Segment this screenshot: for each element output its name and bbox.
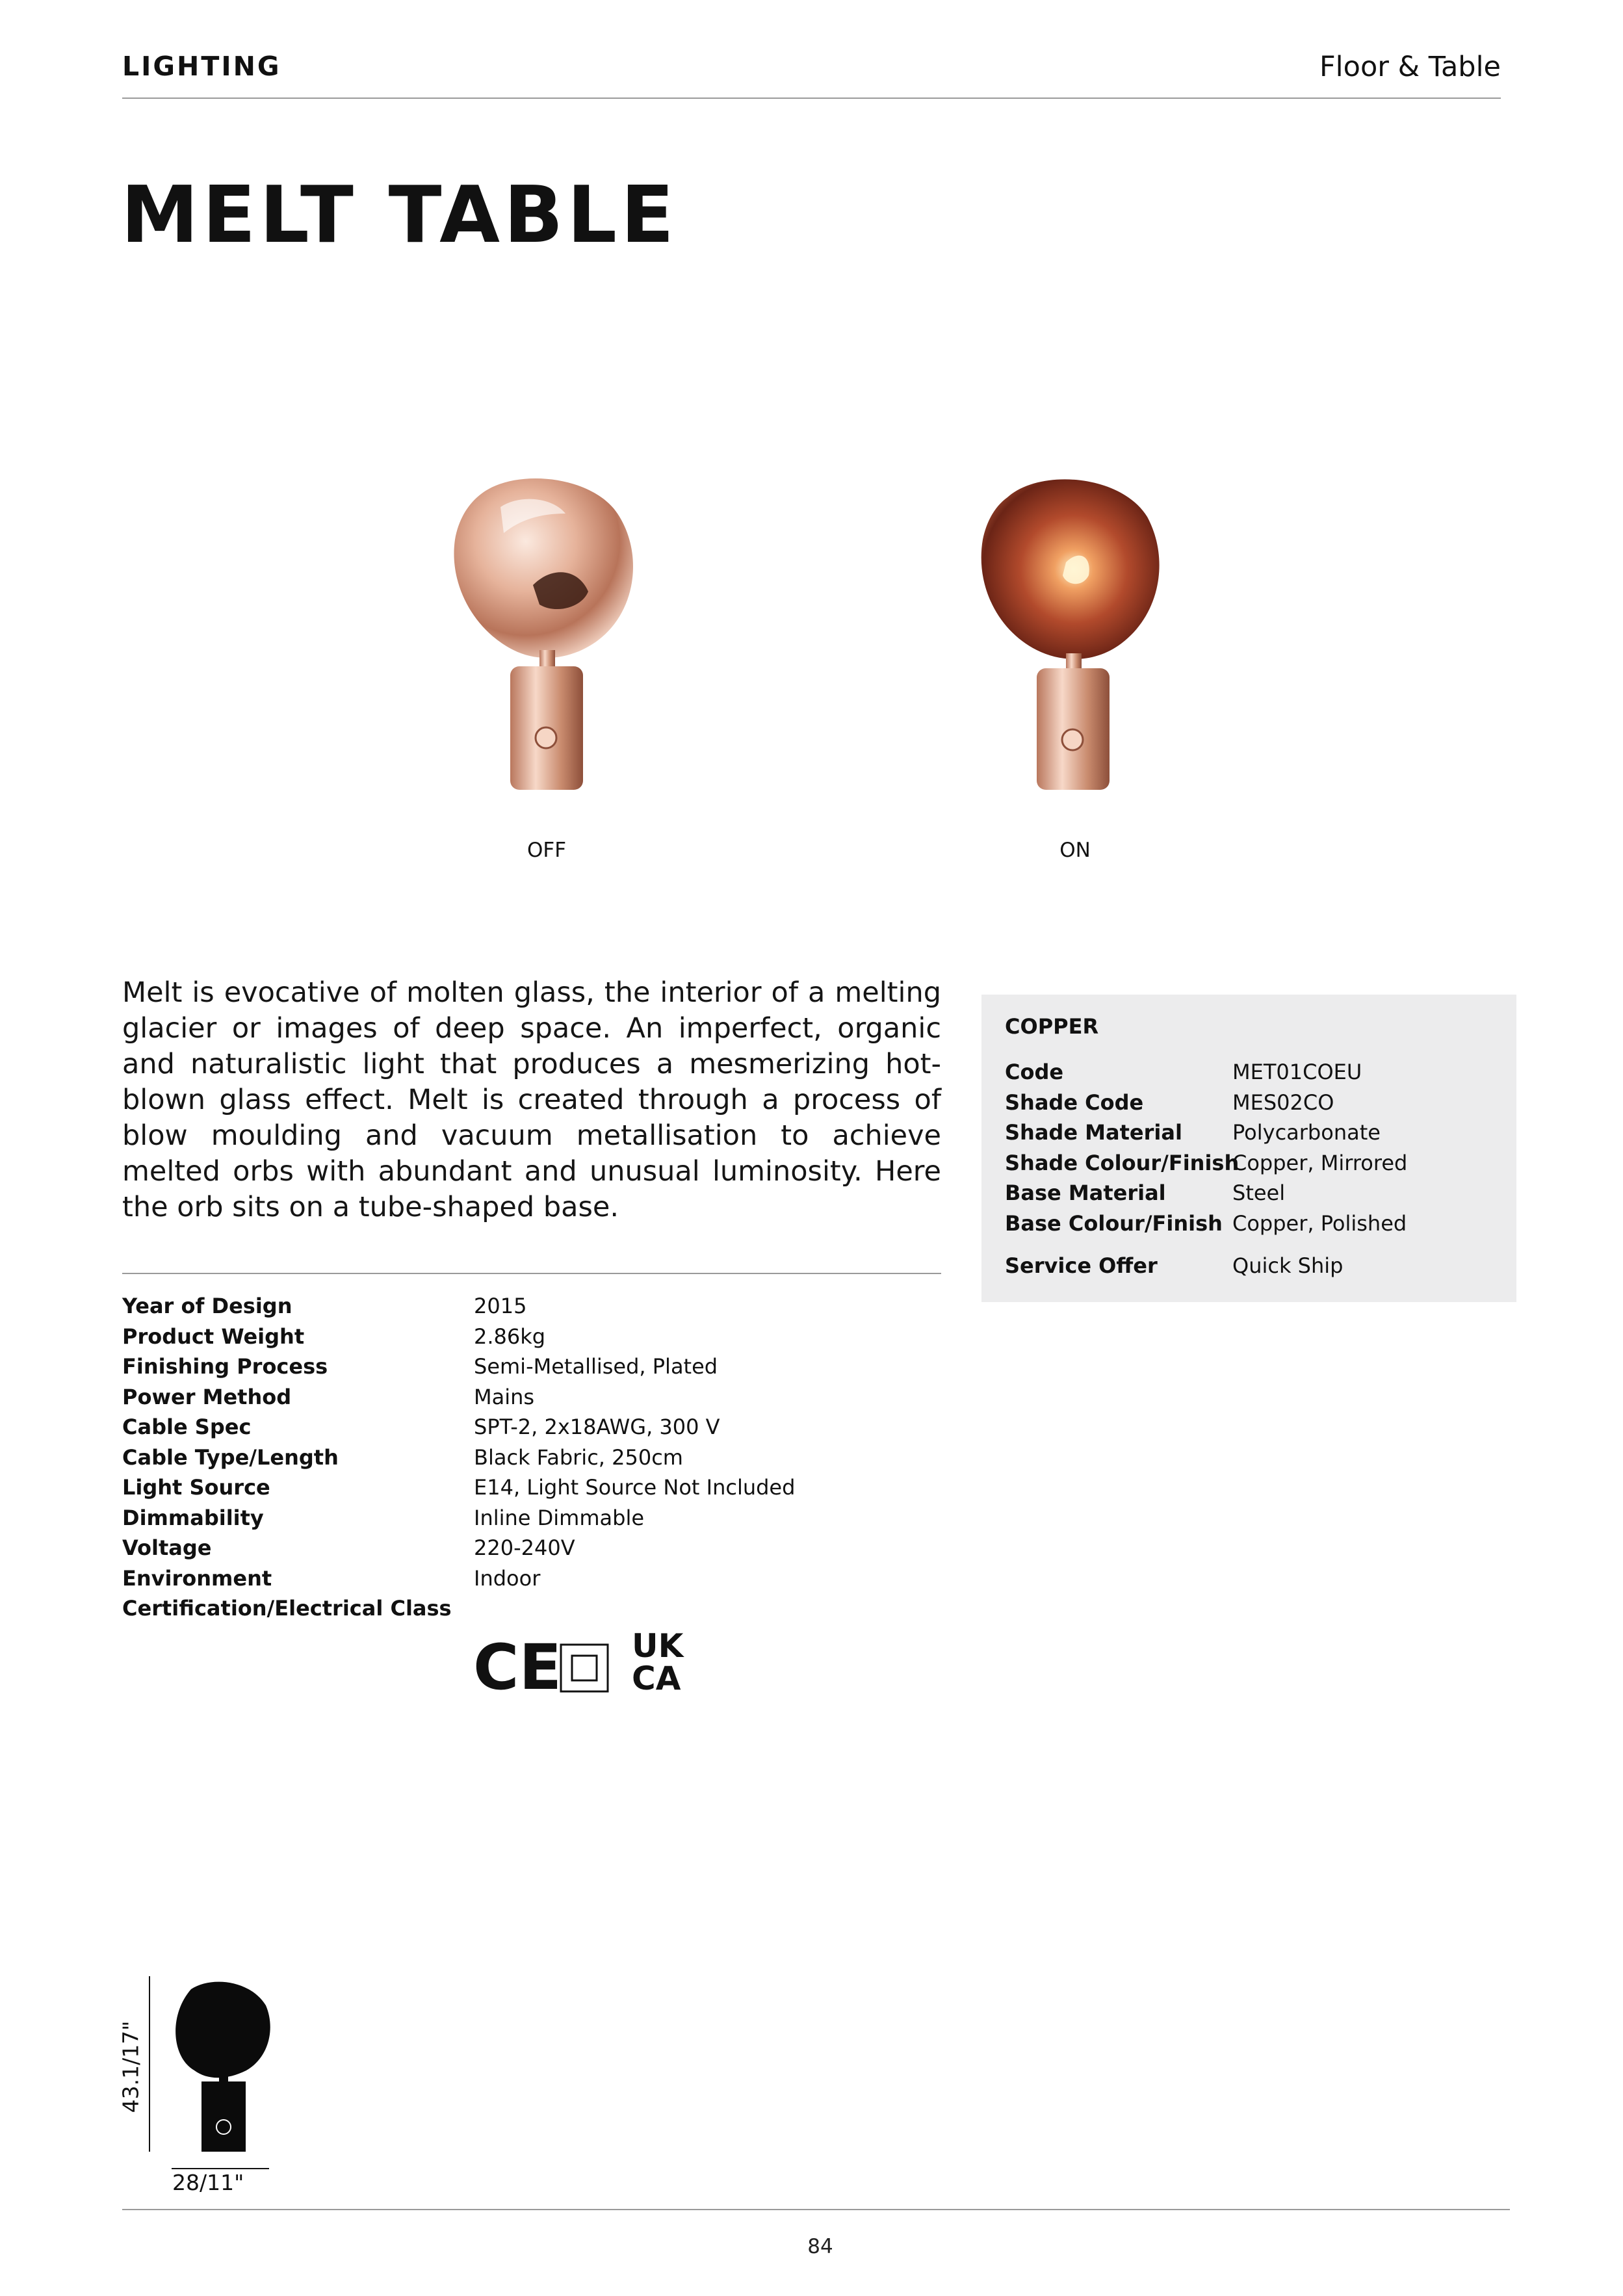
- category-label: Floor & Table: [1319, 51, 1501, 83]
- lamp-on-photo: [968, 468, 1176, 806]
- spec-label: Dimmability: [122, 1505, 264, 1530]
- variant-label: Shade Colour/Finish: [1005, 1150, 1240, 1175]
- spec-value: Mains: [474, 1384, 535, 1409]
- spec-value: Inline Dimmable: [474, 1505, 645, 1530]
- footer-divider: [122, 2209, 1510, 2210]
- spec-label: Product Weight: [122, 1324, 305, 1349]
- dimension-drawing-icon: [146, 1976, 289, 2171]
- spec-label: Cable Type/Length: [122, 1444, 339, 1470]
- variant-label: Shade Material: [1005, 1120, 1182, 1145]
- section-label: LIGHTING: [122, 51, 281, 82]
- spec-value: 2.86kg: [474, 1324, 546, 1349]
- variant-value: MES02CO: [1232, 1089, 1334, 1115]
- service-offer-value: Quick Ship: [1232, 1253, 1344, 1278]
- spec-value: 220-240V: [474, 1535, 575, 1560]
- ce-mark-text: CE: [473, 1631, 562, 1704]
- spec-label: Certification/Electrical Class: [122, 1596, 452, 1621]
- spec-label: Power Method: [122, 1384, 292, 1409]
- variant-name: COPPER: [1005, 1014, 1099, 1039]
- spec-label: Finishing Process: [122, 1354, 328, 1379]
- variant-value: Copper, Polished: [1232, 1210, 1407, 1236]
- class-ii-icon: [559, 1643, 610, 1693]
- variant-value: Copper, Mirrored: [1232, 1150, 1408, 1175]
- spec-divider: [122, 1273, 941, 1274]
- ce-mark-icon: [473, 1631, 562, 1704]
- spec-label: Environment: [122, 1565, 272, 1591]
- product-description: Melt is evocative of molten glass, the interior of a melting glacier or images of deep space. An imperfect, organic and naturalistic light that produces a mesmerizing hot-blown glass effect. Melt is created through a process of blow moulding and vacuum metallisation to achieve melted orbs with abundant and unusual luminosity. Here the orb sits on a tube-shaped base.: [122, 976, 941, 1223]
- variant-label: Shade Code: [1005, 1089, 1144, 1115]
- header-divider: [122, 98, 1501, 99]
- spec-label: Light Source: [122, 1475, 270, 1500]
- spec-label: Year of Design: [122, 1294, 292, 1318]
- spec-value: Semi-Metallised, Plated: [474, 1354, 718, 1379]
- spec-label: Voltage: [122, 1535, 212, 1560]
- svg-text:UK: UK: [632, 1627, 684, 1665]
- spec-value: Black Fabric, 250cm: [474, 1444, 683, 1470]
- spec-value: Indoor: [474, 1565, 541, 1591]
- ukca-mark-icon: [630, 1627, 695, 1697]
- spec-label: Cable Spec: [122, 1415, 252, 1439]
- caption-on: ON: [1059, 839, 1091, 862]
- width-dimension-label: 28/11": [172, 2170, 244, 2195]
- spec-value: 2015: [474, 1294, 527, 1318]
- spec-value: E14, Light Source Not Included: [474, 1475, 796, 1500]
- service-offer-label: Service Offer: [1005, 1253, 1158, 1278]
- height-dimension-label: 43.1/17": [118, 2020, 144, 2113]
- svg-text:CA: CA: [632, 1660, 681, 1697]
- spec-value: SPT-2, 2x18AWG, 300 V: [474, 1415, 720, 1439]
- variant-value: MET01COEU: [1232, 1060, 1362, 1084]
- variant-card: [981, 995, 1516, 1302]
- page-title: MELT TABLE: [121, 170, 678, 261]
- page-number: 84: [807, 2235, 833, 2258]
- variant-value: Steel: [1232, 1181, 1286, 1205]
- height-dimension: [117, 2020, 147, 2113]
- variant-value: Polycarbonate: [1232, 1120, 1381, 1145]
- lamp-off-photo: [442, 468, 650, 806]
- variant-label: Code: [1005, 1060, 1064, 1084]
- variant-label: Base Material: [1005, 1181, 1166, 1205]
- caption-off: OFF: [526, 839, 567, 862]
- variant-label: Base Colour/Finish: [1005, 1210, 1223, 1236]
